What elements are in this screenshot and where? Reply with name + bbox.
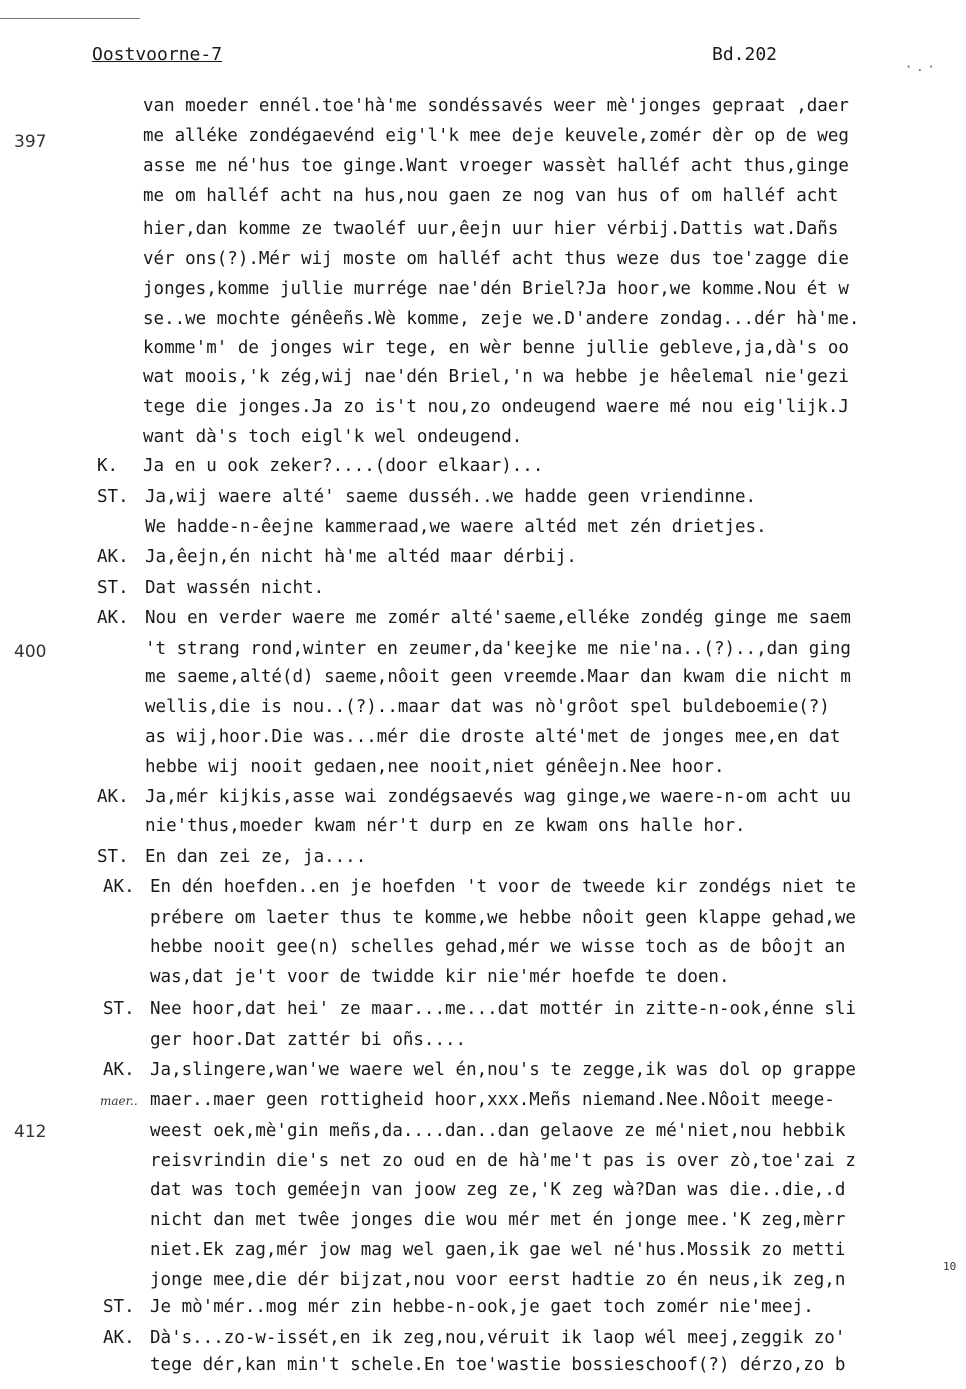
transcript-line: hier,dan komme ze twaoléf uur,êejn uur hier vérbij.Dattis wat.Dañs: [143, 219, 839, 239]
transcript-line: We hadde-n-êejne kammeraad,we waere altéd met zén drietjes.: [145, 517, 767, 537]
transcript-line: asse me né'hus toe ginge.Want vroeger wassèt halléf acht thus,ginge: [143, 156, 849, 176]
transcript-line: En dén hoefden..en je hoefden 't voor de tweede kir zondégs niet te: [150, 877, 856, 897]
transcript-line: Dà's...zo-w-issét,en ik zeg,nou,véruit ik laop wél meej,zeggik zo': [150, 1328, 846, 1348]
speaker-label: AK.: [103, 1328, 135, 1348]
transcript-line: Ja en u ook zeker?....(door elkaar)...: [143, 456, 544, 476]
transcript-line: wellis,die is nou..(?)..maar dat was nò'grôot spel buldeboemie(?): [145, 697, 830, 717]
transcript-line: Ja,mér kijkis,asse wai zondégsaevés wag ginge,we waere-n-om acht uu: [145, 787, 851, 807]
scan-dots: ·.·: [905, 60, 939, 74]
transcript-line: dat was toch geméejn van joow zeg ze,'K zeg wà?Dan was die..die,.d: [150, 1180, 846, 1200]
page-number: Bd.202: [712, 44, 778, 65]
transcript-line: 't strang rond,winter en zeumer,da'keejke me nie'na..(?)..,dan ging: [145, 639, 851, 659]
speaker-label: AK.: [103, 877, 135, 897]
document-reference: Oostvoorne-7: [92, 44, 223, 65]
transcript-line: ger hoor.Dat zattér bi oñs....: [150, 1030, 467, 1050]
transcript-line: as wij,hoor.Die was...mér die droste alté'met de jonges mee,en dat: [145, 727, 841, 747]
transcript-line: Je mò'mér..mog mér zin hebbe-n-ook,je gaet toch zomér nie'meej.: [150, 1297, 814, 1317]
transcript-line: hebbe nooit gee(n) schelles gehad,mér we wisse toch as de bôojt an: [150, 937, 846, 957]
transcript-line: me alléke zondégaevénd eig'l'k mee deje keuvele,zomér dèr op de weg: [143, 126, 849, 146]
speaker-label: AK.: [103, 1060, 135, 1080]
speaker-label: AK.: [97, 547, 129, 567]
transcript-line: Ja,êejn,én nicht hà'me altéd maar dérbij.: [145, 547, 577, 567]
top-rule: [0, 18, 140, 19]
transcript-line: tege die jonges.Ja zo is't nou,zo ondeugend waere mé nou eig'lijk.J: [143, 397, 849, 417]
transcript-line: was,dat je't voor de twidde kir nie'mér hoefde te doen.: [150, 967, 730, 987]
speaker-label: AK.: [97, 608, 129, 628]
handwritten-page-mark: 10: [943, 1260, 957, 1273]
transcript-line: Nou en verder waere me zomér alté'saeme,elléke zondég ginge me saem: [145, 608, 851, 628]
speaker-label: ST.: [97, 847, 129, 867]
transcript-line: niet.Ek zag,mér jow mag wel gaen,ik gae wel né'hus.Mossik zo metti: [150, 1240, 846, 1260]
speaker-label: ST.: [97, 487, 129, 507]
speaker-label: AK.: [97, 787, 129, 807]
transcript-line: prébere om laeter thus te komme,we hebbe nôoit geen klappe gehad,we: [150, 908, 856, 928]
transcript-line: maer..maer geen rottigheid hoor,xxx.Meñs niemand.Nee.Nôoit meege-: [150, 1090, 835, 1110]
speaker-label: ST.: [103, 1297, 135, 1317]
speaker-label: ST.: [97, 578, 129, 598]
transcript-line: Dat wassén nicht.: [145, 578, 325, 598]
transcript-line: vér ons(?).Mér wij moste om halléf acht thus weze dus toe'zagge die: [143, 249, 849, 269]
margin-line-number: 397: [14, 132, 47, 152]
transcript-line: wat moois,'k zég,wij nae'dén Briel,'n wa hebbe je hêelemal nie'gezi: [143, 367, 849, 387]
transcript-line: jonges,komme jullie murrége nae'dén Briel?Ja hoor,we komme.Nou ét w: [143, 279, 849, 299]
transcript-line: Nee hoor,dat hei' ze maar...me...dat mottér in zitte-n-ook,énne sli: [150, 999, 856, 1019]
transcript-line: me saeme,alté(d) saeme,nôoit geen vreemde.Maar dan kwam die nicht m: [145, 667, 851, 687]
transcript-line: want dà's toch eigl'k wel ondeugend.: [143, 427, 523, 447]
transcript-line: tege dér,kan min't schele.En toe'wastie bossieschoof(?) dérzo,zo b: [150, 1355, 846, 1375]
transcript-line: komme'm' de jonges wir tege, en wèr benne jullie gebleve,ja,dà's oo: [143, 338, 849, 358]
margin-line-number: 412: [14, 1122, 47, 1142]
margin-line-number: 400: [14, 642, 47, 662]
transcript-line: Ja,slingere,wan'we waere wel én,nou's te zegge,ik was dol op grappe: [150, 1060, 856, 1080]
transcript-line: van moeder ennél.toe'hà'me sondéssavés weer mè'jonges gepraat ,daer: [143, 96, 849, 116]
speaker-label: K.: [97, 456, 119, 476]
handwritten-margin-note: maer..: [100, 1094, 138, 1108]
transcript-line: se..we mochte génêeñs.Wè komme, zeje we.D'andere zondag...dér hà'me.: [143, 309, 860, 329]
transcript-line: Ja,wij waere alté' saeme dusséh..we hadde geen vriendinne.: [145, 487, 757, 507]
transcript-line: nie'thus,moeder kwam nér't durp en ze kwam ons halle hor.: [145, 816, 746, 836]
transcript-line: nicht dan met twêe jonges die wou mér met én jonge mee.'K zeg,mèrr: [150, 1210, 846, 1230]
transcript-line: me om halléf acht na hus,nou gaen ze nog van hus of om halléf acht: [143, 186, 839, 206]
transcript-line: reisvrindin die's net zo oud en de hà'me't pas is over zò,toe'zai z: [150, 1151, 856, 1171]
transcript-line: weest oek,mè'gin meñs,da....dan..dan gelaove ze mé'niet,nou hebbik: [150, 1121, 846, 1141]
speaker-label: ST.: [103, 999, 135, 1019]
transcript-line: hebbe wij nooit gedaen,nee nooit,niet génêejn.Nee hoor.: [145, 757, 725, 777]
transcript-line: En dan zei ze, ja....: [145, 847, 367, 867]
transcript-line: jonge mee,die dér bijzat,nou voor eerst hadtie zo én neus,ik zeg,n: [150, 1270, 846, 1290]
